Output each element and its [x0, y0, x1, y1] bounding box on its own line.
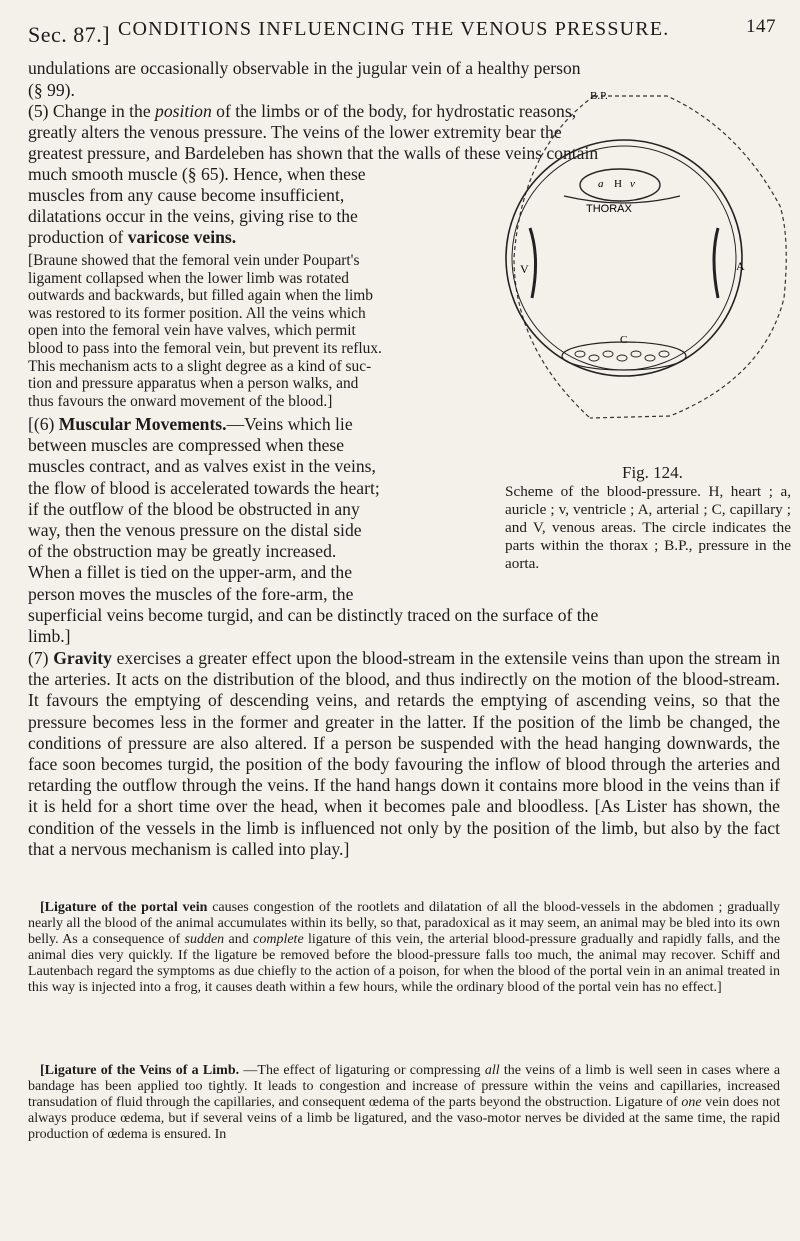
- blood-pressure-scheme-figure: [502, 88, 790, 460]
- section-ref: (§ 99).: [28, 80, 75, 100]
- heart-label: H: [614, 178, 622, 190]
- gravity-heading: Gravity: [53, 648, 112, 668]
- paragraph-5-line-3: greatest pressure, and Bardeleben has shown that the walls of these veins contain: [28, 143, 599, 163]
- limb-veins-heading: [Ligature of the Veins of a Limb.: [40, 1063, 240, 1078]
- running-title: CONDITIONS INFLUENCING THE VENOUS PRESSURE.: [118, 18, 670, 40]
- paragraph-5-line-6: dilatations occur in the veins, giving rise to the: [28, 206, 358, 226]
- figure-caption: Scheme of the blood-pressure. H, heart ; a, auricle ; v, ventricle ; A, arterial ; C, capillary ; and V, venous areas. The circle indicates the parts within the thorax ; B.P., pressure in the aorta.: [505, 483, 791, 572]
- running-header: [28, 10, 776, 47]
- venous-area-label: V: [520, 262, 529, 276]
- arterial-vessel: [714, 228, 718, 298]
- paragraph-5-line-4: much smooth muscle (§ 65). Hence, when these: [28, 164, 366, 184]
- paragraph-6-line-10: superficial veins become turgid, and can be distinctly traced on the surface of the: [28, 605, 599, 625]
- paragraph-7: (7) Gravity exercises a greater effect upon the blood-stream in the extensile veins than upon the stream in the arteries. It acts on the distribution of the blood, and thus indirectly on the motion of the blood-stream. It favours the emptying of descending veins, and retards the emptying of ascending veins, so that the pressure becomes less in the former and greater in the latter. If the position of the limb be changed, the conditions of pressure are also altered. If a person be suspended with the head hanging downwards, the face soon becomes turgid, the position of the body favouring the inflow of blood through the arteries and retarding the outflow through the veins. If the hand hangs down it contains more blood in the veins than if it is held for a short time over the head, when it becomes pale and bloodless. [As Lister has shown, the condition of the vessels in the limb is influenced not only by the position of the limb, but also by the fact that a nervous mechanism is called into play.]: [28, 648, 780, 859]
- varicose-veins-term: varicose veins.: [127, 227, 237, 247]
- paragraph-5-heading-line: (5) Change in the position of the limbs or of the body, for hydrostatic reasons,: [28, 101, 577, 121]
- paragraph-5-line-2: greatly alters the venous pressure. The veins of the lower extremity bear the: [28, 122, 562, 142]
- venous-dashed-loop: [514, 96, 594, 418]
- section-number: Sec. 87.]: [28, 22, 111, 47]
- blood-pressure-diagram: [502, 88, 790, 460]
- figure-number: Fig. 124.: [622, 463, 683, 482]
- capillary-area-label: C: [620, 334, 628, 346]
- portal-vein-note: [Ligature of the portal vein causes congestion of the rootlets and dilatation of all the blood-vessels in the abdomen ; gradually nearly all the blood of the animal accumulates within its belly, so that, paradoxical as it may seem, an animal may be bled into its own belly. As a consequence of sudden and complete ligature of this vein, the arterial blood-pressure gradually and rapidly falls, and the animal dies very quickly. If the ligature be removed before the blood-pressure falls too much, the animal may recover. Schiff and Lautenbach regard the symptoms as due chiefly to the action of a poison, for when the blood of the portal vein in an animal treated in this way is injected into a frog, it causes death within a few hours, while the ordinary blood of the portal vein has no effect.]: [28, 900, 781, 995]
- braune-note: [Braune showed that the femoral vein under Poupart's ligament collapsed when the lower limb was rotated outwards and backwards, but filled again when the limb was restored to its former position. All the veins which open into the femoral vein have valves, which permit blood to pass into the femoral vein, but prevent its reflux. This mechanism acts to a slight degree as a kind of suc- tion and pressure apparatus when a person walks, and thus favours the onward movement of the blood.]: [28, 252, 382, 410]
- paragraph-5-line-7: production of varicose veins.: [28, 227, 237, 247]
- muscular-movements-heading: Muscular Movements.: [58, 414, 227, 434]
- thorax-band: [564, 196, 680, 203]
- capillary-loops: [575, 351, 669, 361]
- bp-label: B.P.: [590, 90, 608, 102]
- auricle-label: a: [598, 178, 604, 190]
- arterial-area-label: A: [736, 259, 745, 273]
- paragraph-6-line-11: limb.]: [28, 626, 71, 646]
- ventricle-label: v: [630, 178, 635, 190]
- paragraph-5-line-5: muscles from any cause become insufficient,: [28, 185, 345, 205]
- paragraph-6: [(6) Muscular Movements.—Veins which lie between muscles are compressed when these muscles contract, and as valves exist in the veins, the flow of blood is accelerated towards the heart; if the outflow of the blood be obstructed in any way, then the venous pressure on the distal side of the obstruction may be greatly increased. When a fillet is tied on the upper-arm, and the person moves the muscles of the fore-arm, the: [28, 414, 380, 604]
- thorax-label: THORAX: [586, 203, 632, 215]
- page-number: 147: [746, 16, 776, 37]
- position-emphasis: position: [155, 101, 212, 121]
- limb-veins-note: [Ligature of the Veins of a Limb. —The effect of ligaturing or compressing all the veins of a limb is well seen in cases where a bandage has been applied too tightly. It leads to congestion and increase of pressure within the veins and capillaries, increased transudation of fluid through the capillaries, and consequent œdema of the parts beyond the obstruction. Ligature of one vein does not always produce œdema, but if several veins of a limb be ligatured, and the vaso-motor nerves be divided at the same time, the rapid production of œdema is ensured. In: [28, 1063, 781, 1142]
- venous-vessel: [530, 228, 536, 298]
- intro-line: undulations are occasionally observable in the jugular vein of a healthy person: [28, 58, 581, 78]
- portal-vein-heading: [Ligature of the portal vein: [40, 900, 208, 915]
